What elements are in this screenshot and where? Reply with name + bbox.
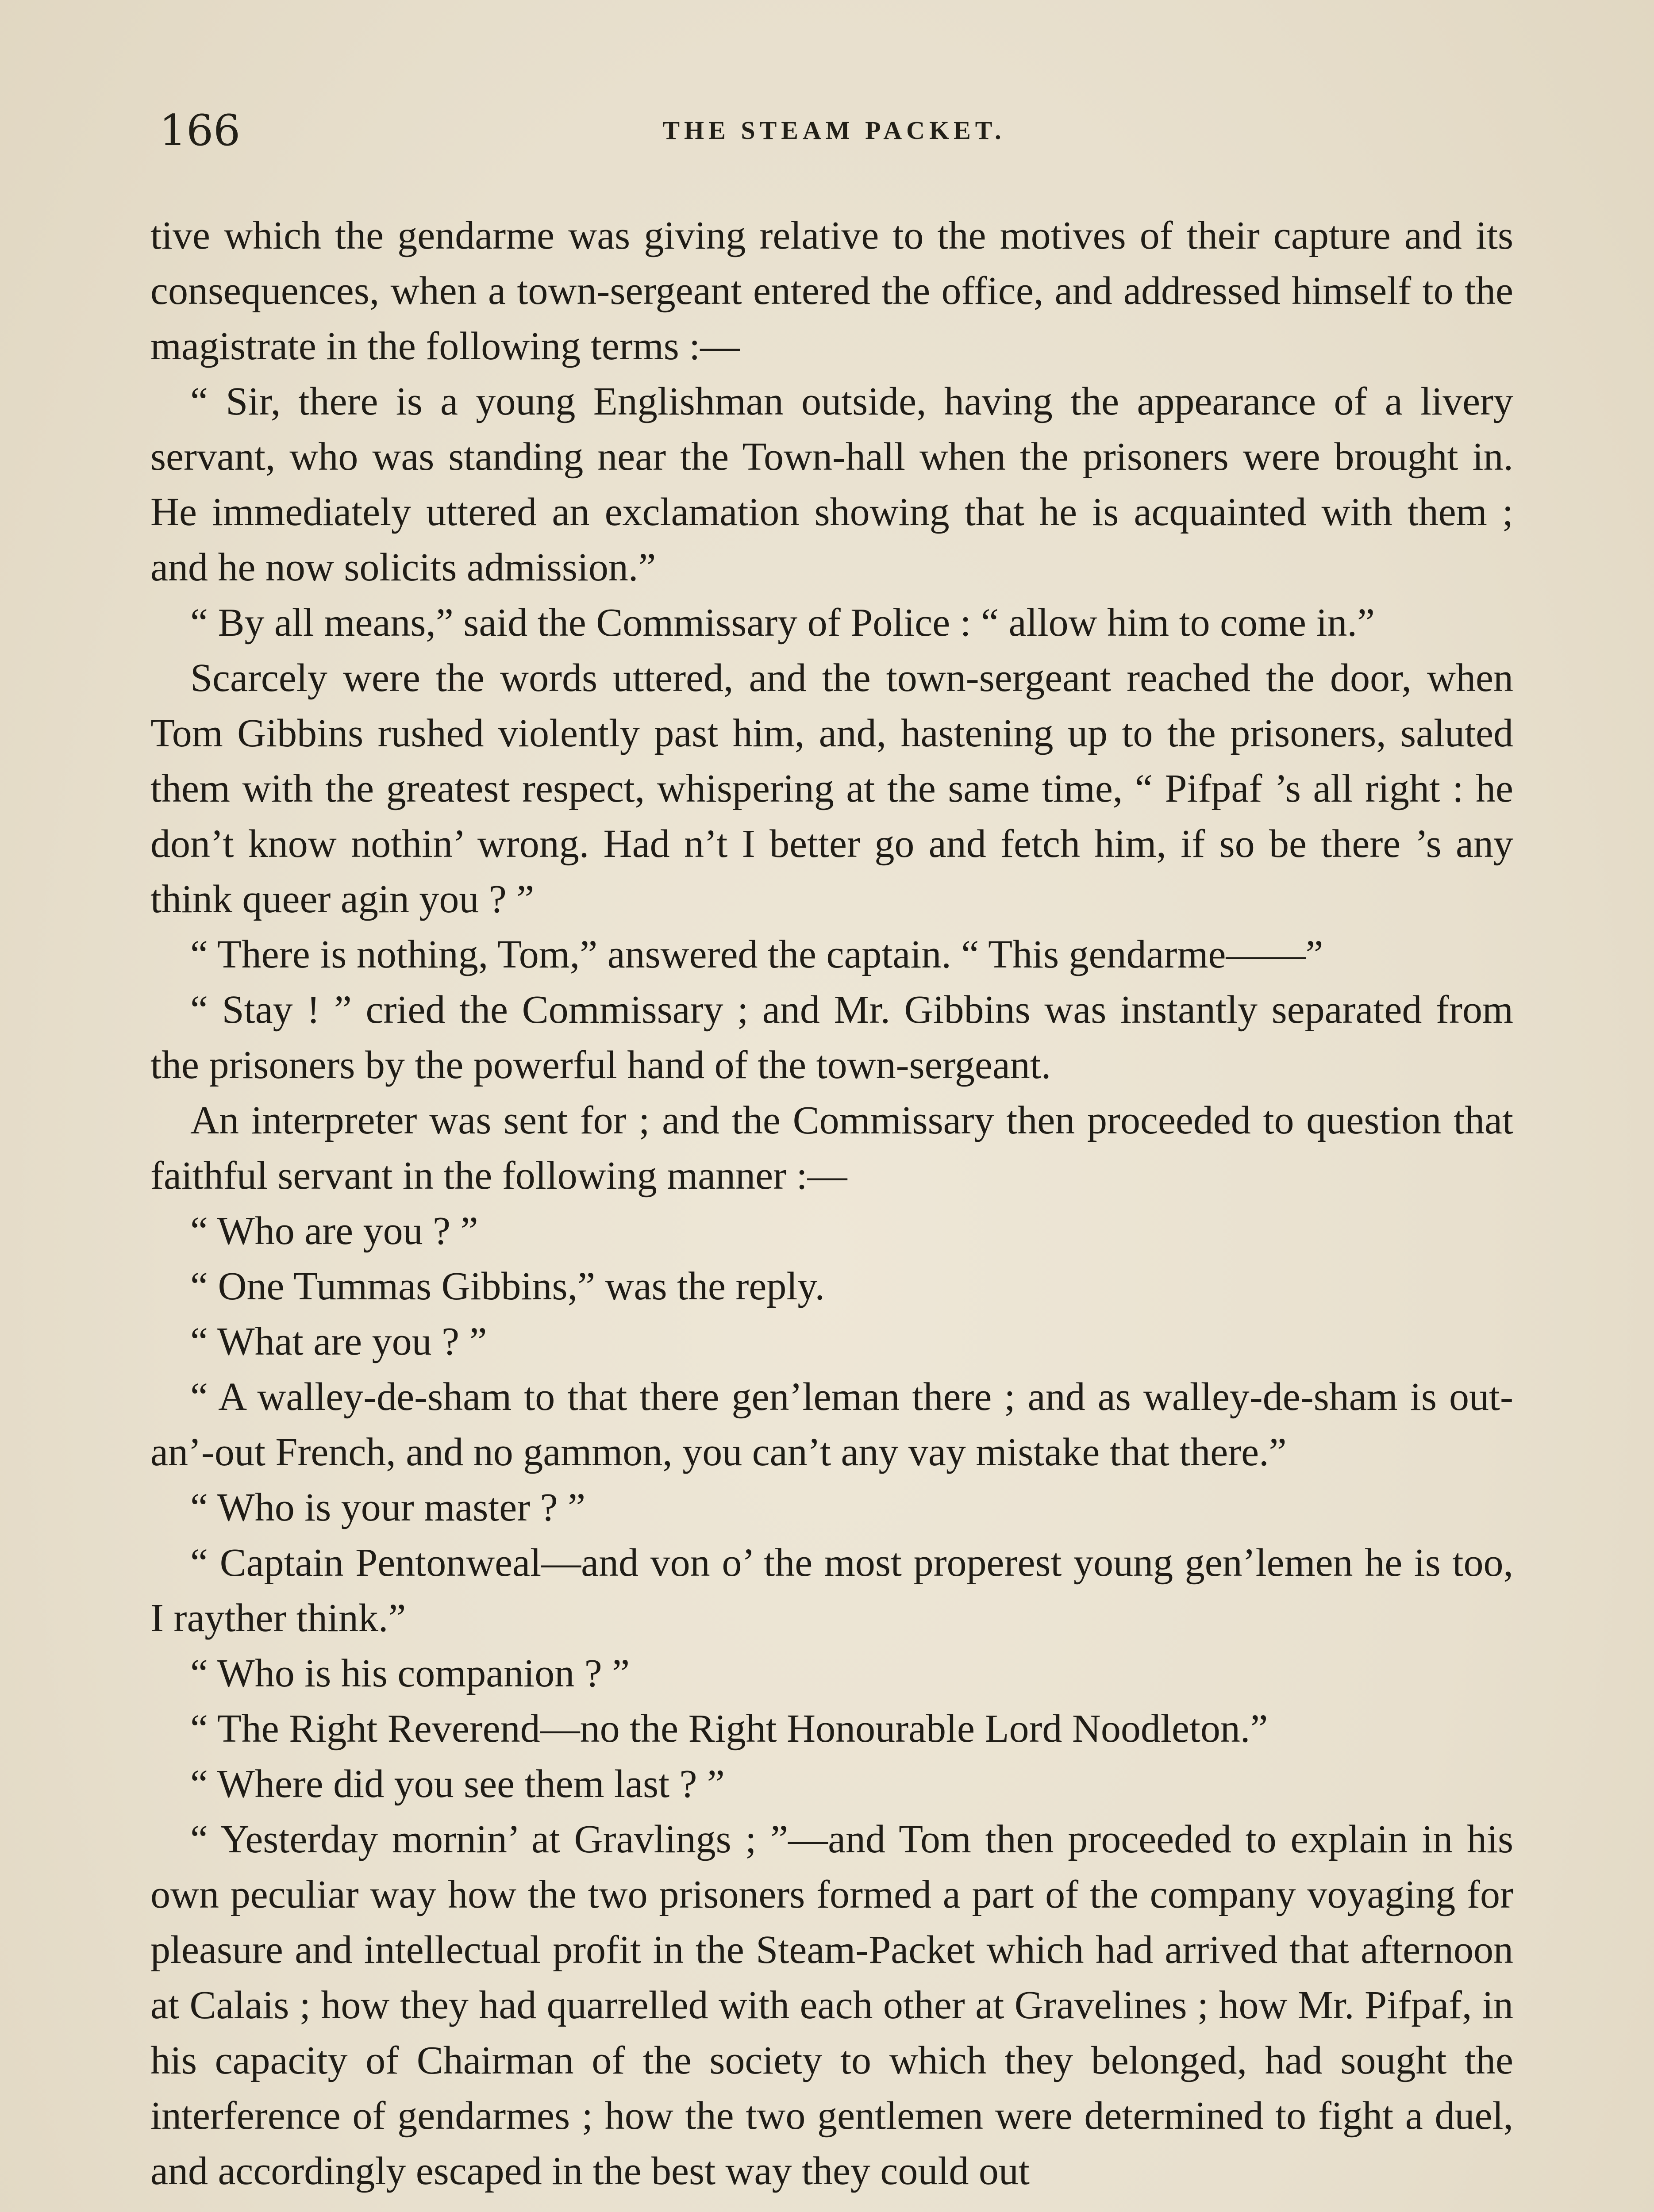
paragraph: An interpreter was sent for ; and the Commissary then proceeded to question that faithful servant in the following manner :— [150, 1098, 1513, 1198]
paragraph: “ Yesterday mornin’ at Gravlings ; ”—and Tom then proceeded to explain in his own peculiar way how the two prisoners formed a part of the company voyaging for pleasure and intellectual profit in the Steam-Packet which had arrived that afternoon at Calais ; how they had quarrelled with each other at Gravelines ; how Mr. Pifpaf, in his capacity of Chairman of the society to which they belonged, had sought the interference of gendarmes ; how the two gentlemen were determined to fight a duel, and accordingly escaped in the best way they could out [150, 1817, 1513, 2193]
paragraph: “ Where did you see them last ? ” [190, 1762, 725, 1806]
body-text [150, 208, 1513, 2199]
page-number: 166 [159, 106, 241, 155]
paragraph: Scarcely were the words uttered, and the town-sergeant reached the door, when Tom Gibbins rushed violently past him, and, hastening up to the prisoners, saluted them with the greatest respect, whispering at the same time, “ Pifpaf ’s all right : he don’t know nothin’ wrong. Had n’t I better go and fetch him, if so be there ’s any think queer agin you ? ” [150, 656, 1513, 921]
paragraph: “ Stay ! ” cried the Commissary ; and Mr. Gibbins was instantly separated from the prisoners by the powerful hand of the town-sergeant. [150, 988, 1513, 1087]
paragraph: “ One Tummas Gibbins,” was the reply. [190, 1264, 825, 1308]
paragraph: “ Who is his companion ? ” [190, 1651, 630, 1695]
paragraph: “ By all means,” said the Commissary of Police : “ allow him to come in.” [190, 601, 1375, 645]
paragraph: “ Captain Pentonweal—and von o’ the most properest young gen’lemen he is too, I rayther think.” [150, 1541, 1513, 1640]
paragraph: “ What are you ? ” [190, 1320, 487, 1363]
paragraph: “ Sir, there is a young Englishman outside, having the appearance of a livery servant, who was standing near the Town-hall when the prisoners were brought in. He immediately uttered an exclamation showing that he is acquainted with them ; and he now solicits admission.” [150, 380, 1513, 589]
page-header [159, 102, 1509, 159]
paragraph: “ Who are you ? ” [190, 1209, 478, 1253]
paragraph: tive which the gendarme was giving relative to the motives of their capture and its consequences, when a town-sergeant entered the office, and addressed himself to the magistrate in the following terms :— [150, 214, 1513, 368]
running-title: THE STEAM PACKET. [662, 116, 1006, 145]
paragraph: “ A walley-de-sham to that there gen’leman there ; and as walley-de-sham is out-an’-out French, and no gammon, you can’t any vay mistake that there.” [150, 1375, 1513, 1474]
paragraph: “ The Right Reverend—no the Right Honourable Lord Noodleton.” [190, 1707, 1268, 1751]
paragraph: “ Who is your master ? ” [190, 1486, 586, 1529]
paragraph: “ There is nothing, Tom,” answered the captain. “ This gendarme——” [190, 933, 1323, 976]
